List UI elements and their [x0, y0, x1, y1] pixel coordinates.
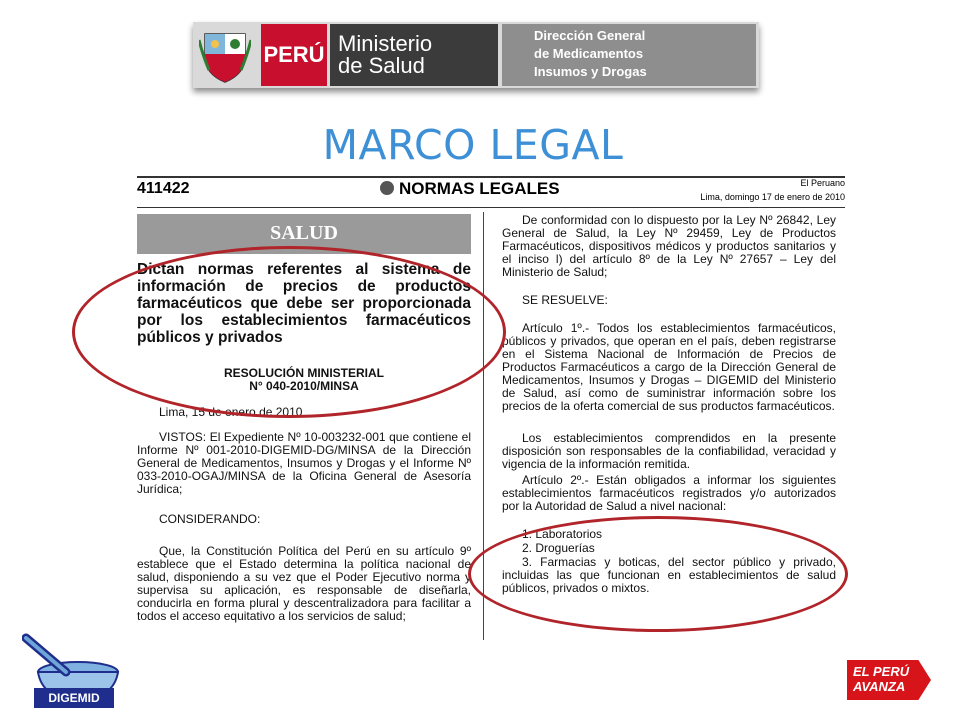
- document-header-rule: [137, 207, 845, 208]
- highlight-circle-title: [72, 246, 506, 418]
- page-number: 411422: [137, 180, 190, 197]
- el-peru-avanza-logo: [847, 660, 941, 700]
- peru-coat-of-arms-icon: [199, 26, 251, 84]
- list-item-droguerias: 2. Droguerías: [522, 541, 595, 555]
- direccion-box: [502, 24, 756, 86]
- section-label: SALUD: [270, 222, 338, 244]
- avanza-line2: AVANZA: [853, 679, 906, 694]
- right-paragraph-resuelve: SE RESUELVE:: [522, 293, 608, 307]
- publisher-name: El Peruano: [800, 178, 845, 188]
- right-paragraph-conformidad: De conformidad con lo dispuesto por la Ley Nº 26842, Ley General de Salud, la Ley Nº 29459, Ley de Productos Farmacéuticos, dispositivos médicos y productos sanitarios y el inciso l) del artículo 8º de la Ley Nº 27657 – Ley del Ministerio de Salud;: [502, 213, 836, 279]
- list-item-farmacias: 3. Farmacias y boticas, del sector público y privado, incluidas las que funcionan en establecimientos de salud públicos, privados o mixtos.: [502, 555, 836, 595]
- direccion-line2: de Medicamentos: [534, 46, 644, 61]
- left-paragraph-constitucion: Que, la Constitución Política del Perú en su artículo 9º establece que el Estado determina la política nacional de salud, disponiendo a su vez que el Poder Ejecutivo norma y supervisa su aplicación, es responsable de diseñarla, conducirla en forma plural y descentralizadora para facilitar a todos el acceso equitativo a los servicios de salud;: [137, 544, 471, 623]
- slide-title: MARCO LEGAL: [322, 121, 624, 169]
- left-paragraph-date: Lima, 15 de enero de 2010: [159, 405, 303, 419]
- resolution-headline: Dictan normas referentes al sistema de información de precios de productos farmacéuticos que debe ser proporcionada por los establecimientos farmacéuticos públicos y privados: [137, 261, 471, 346]
- document-top-rule: [137, 176, 845, 178]
- document-header-title: NORMAS LEGALES: [399, 179, 560, 198]
- right-paragraph-articulo2: Artículo 2º.- Están obligados a informar los siguientes establecimientos farmacéuticos registrados y/o autorizados por la Autoridad de Salud a nivel nacional:: [502, 473, 836, 513]
- right-paragraph-articulo1: Artículo 1º.- Todos los establecimientos farmacéuticos, públicos y privados, que operan en el país, deben registrarse en el Sistema Nacional de Información de Precios de Productos Farmacéuticos a cargo de la Dirección General de Medicamentos, Insumos y Drogas – DIGEMID del Ministerio de Salud, así como de suministrar información sobre los precios de la oferta comercial de sus productos farmacéuticos.: [502, 321, 836, 413]
- publication-date: Lima, domingo 17 de enero de 2010: [700, 192, 845, 202]
- header-banner: [193, 22, 759, 88]
- left-paragraph-considerando: CONSIDERANDO:: [159, 512, 261, 526]
- peru-logo: [261, 24, 327, 86]
- highlight-circle-list: [468, 516, 848, 632]
- digemid-label: DIGEMID: [34, 688, 114, 708]
- ministerio-logo: [330, 24, 498, 86]
- peru-text: PERÚ: [263, 42, 325, 67]
- direccion-line1: Dirección General: [534, 28, 646, 43]
- resolution-line2: N° 040-2010/MINSA: [249, 379, 359, 393]
- resolution-line1: RESOLUCIÓN MINISTERIAL: [223, 366, 384, 380]
- left-paragraph-vistos: VISTOS: El Expediente Nº 10-003232-001 que contiene el Informe Nº 001-2010-DIGEMID-DG/MINSA de la Dirección General de Medicamentos, Insumos y Drogas y el Informe Nº 033-2010-OGAJ/MINSA de la Oficina General de Asesoría Jurídica;: [137, 430, 471, 496]
- right-paragraph-responsables: Los establecimientos comprendidos en la presente disposición son responsables de la confiabilidad, veracidad y vigencia de la información remitida.: [502, 431, 836, 471]
- ministerio-line2: de Salud: [338, 53, 425, 78]
- peru-seal-icon: [380, 181, 394, 195]
- list-item-laboratorios: 1. Laboratorios: [522, 527, 603, 541]
- direccion-line3: Insumos y Drogas: [534, 64, 647, 79]
- ministerio-line1: Ministerio: [338, 31, 433, 56]
- avanza-line1: EL PERÚ: [853, 664, 910, 679]
